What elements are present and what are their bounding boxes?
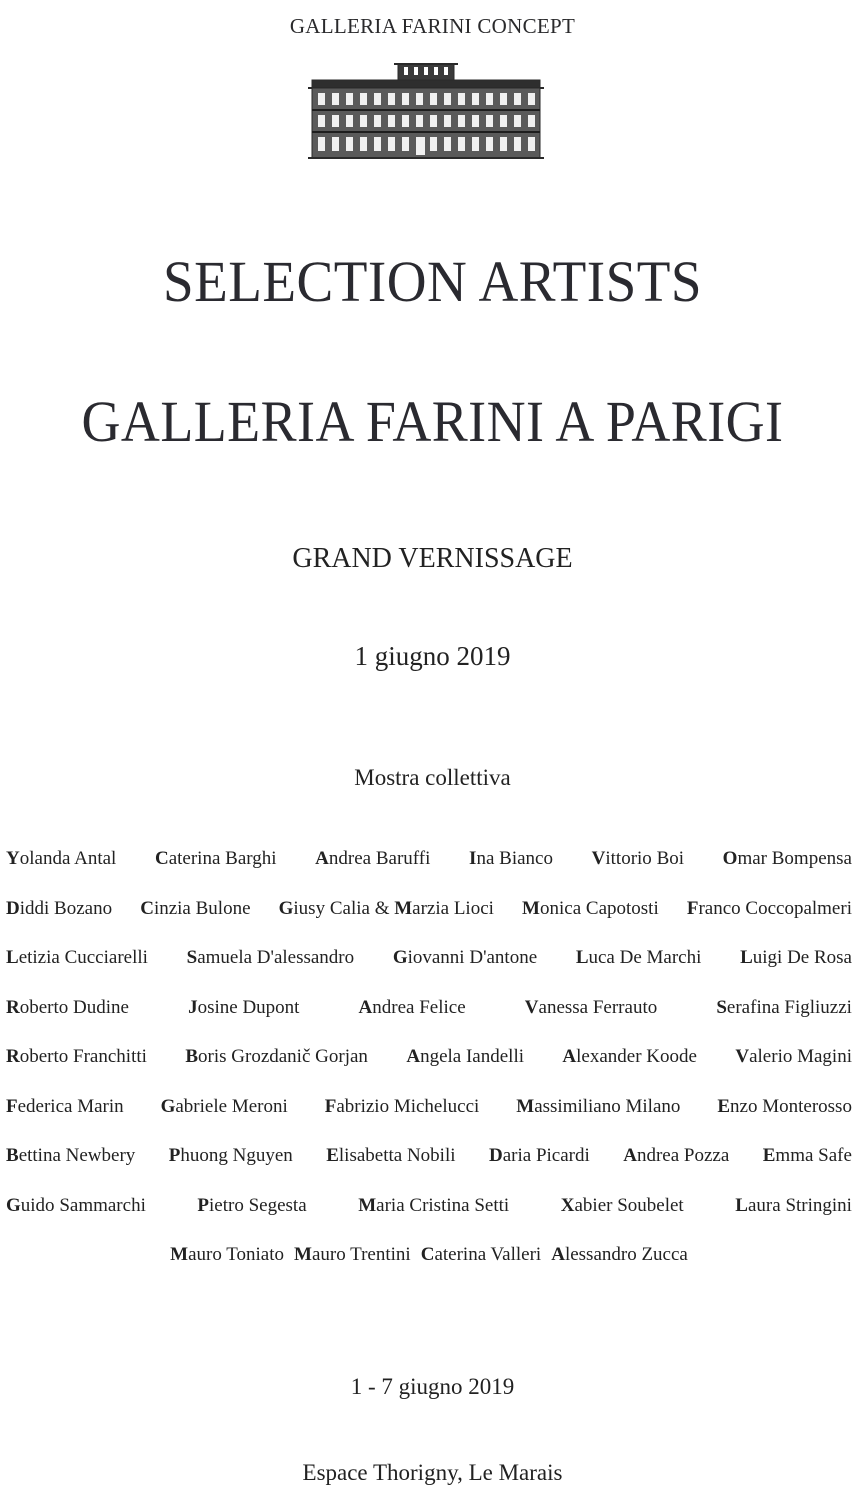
palazzo-logo-icon [308,62,544,162]
artist-name: Yolanda Antal [6,848,117,869]
venue: Espace Thorigny, Le Marais [302,1460,563,1485]
artist-row [6,1244,852,1294]
artist-name: Enzo Monterosso [717,1095,852,1117]
artist-name: Letizia Cucciarelli [6,947,148,968]
artist-row [6,848,852,898]
artist-name: Valerio Magini [735,1046,852,1067]
title-galleria-farini-parigi: GALLERIA FARINI A PARIGI [81,389,784,454]
artist-name: Vittorio Boi [591,848,685,869]
artist-name: Andrea Pozza [623,1145,730,1166]
artist-row [6,1195,852,1245]
artist-row [6,997,852,1047]
artist-row [6,1046,852,1096]
artist-name: Guido Sammarchi [6,1194,146,1216]
artist-name: Angela Iandelli [406,1046,524,1067]
artist-name: Monica Capotosti [522,897,659,919]
artist-name: Luca De Marchi [575,947,702,968]
artist-name: Caterina Barghi [154,848,277,869]
artist-name: Alexander Koode [562,1046,697,1067]
artist-name: Pietro Segesta [197,1194,307,1216]
artist-row [6,1096,852,1146]
exhibition-dates: 1 - 7 giugno 2019 [350,1374,515,1399]
artist-name: Josine Dupont [188,996,300,1018]
artist-row [6,947,852,997]
artist-name: Maria Cristina Setti [358,1194,510,1216]
artist-name: Bettina Newbery [6,1145,136,1166]
artist-name: Boris Grozdanič Gorjan [185,1046,368,1067]
artist-name: Roberto Dudine [6,996,129,1018]
artist-name: Diddi Bozano [6,897,113,919]
artist-row [6,898,852,948]
artist-name: Luigi De Rosa [740,947,852,968]
artist-name: Serafina Figliuzzi [716,996,852,1018]
artist-name: Xabier Soubelet [560,1194,684,1216]
artist-name: Mauro Trentini [294,1244,411,1265]
artist-name: Roberto Franchitti [6,1046,147,1067]
title-selection-artists: SELECTION ARTISTS [163,249,702,314]
artist-name: Phuong Nguyen [168,1145,293,1166]
artist-name: Massimiliano Milano [516,1095,681,1117]
artist-name: Fabrizio Michelucci [324,1095,480,1117]
artist-name: Alessandro Zucca [551,1244,688,1265]
artist-name: Emma Safe [762,1145,852,1166]
artist-name: Franco Coccopalmeri [686,897,852,919]
event-date: 1 giugno 2019 [354,641,511,671]
artist-row [6,1145,852,1195]
artist-name: Andrea Felice [358,996,466,1018]
artist-name: Caterina Valleri [420,1244,542,1265]
artist-name: Samuela D'alessandro [186,947,355,968]
artist-name: Daria Picardi [488,1145,590,1166]
event-type: Mostra collettiva [354,765,511,790]
artist-name: Elisabetta Nobili [326,1145,456,1166]
artist-name: Cinzia Bulone [140,897,251,919]
event-name: GRAND VERNISSAGE [292,543,573,574]
artist-name: Federica Marin [6,1095,124,1117]
artist-name: Giusy Calia & Marzia Lioci [278,897,494,919]
artist-name: Andrea Baruffi [315,848,431,869]
artist-list [6,848,852,1294]
artist-name: Vanessa Ferrauto [524,996,658,1018]
artist-name: Giovanni D'antone [392,947,538,968]
artist-name: Gabriele Meroni [160,1095,288,1117]
artist-name: Omar Bompensa [722,848,852,869]
artist-name: Ina Bianco [469,848,553,869]
artist-name: Mauro Toniato [170,1244,285,1265]
artist-name: Laura Stringini [735,1194,852,1216]
gallery-name: GALLERIA FARINI CONCEPT [289,14,576,38]
